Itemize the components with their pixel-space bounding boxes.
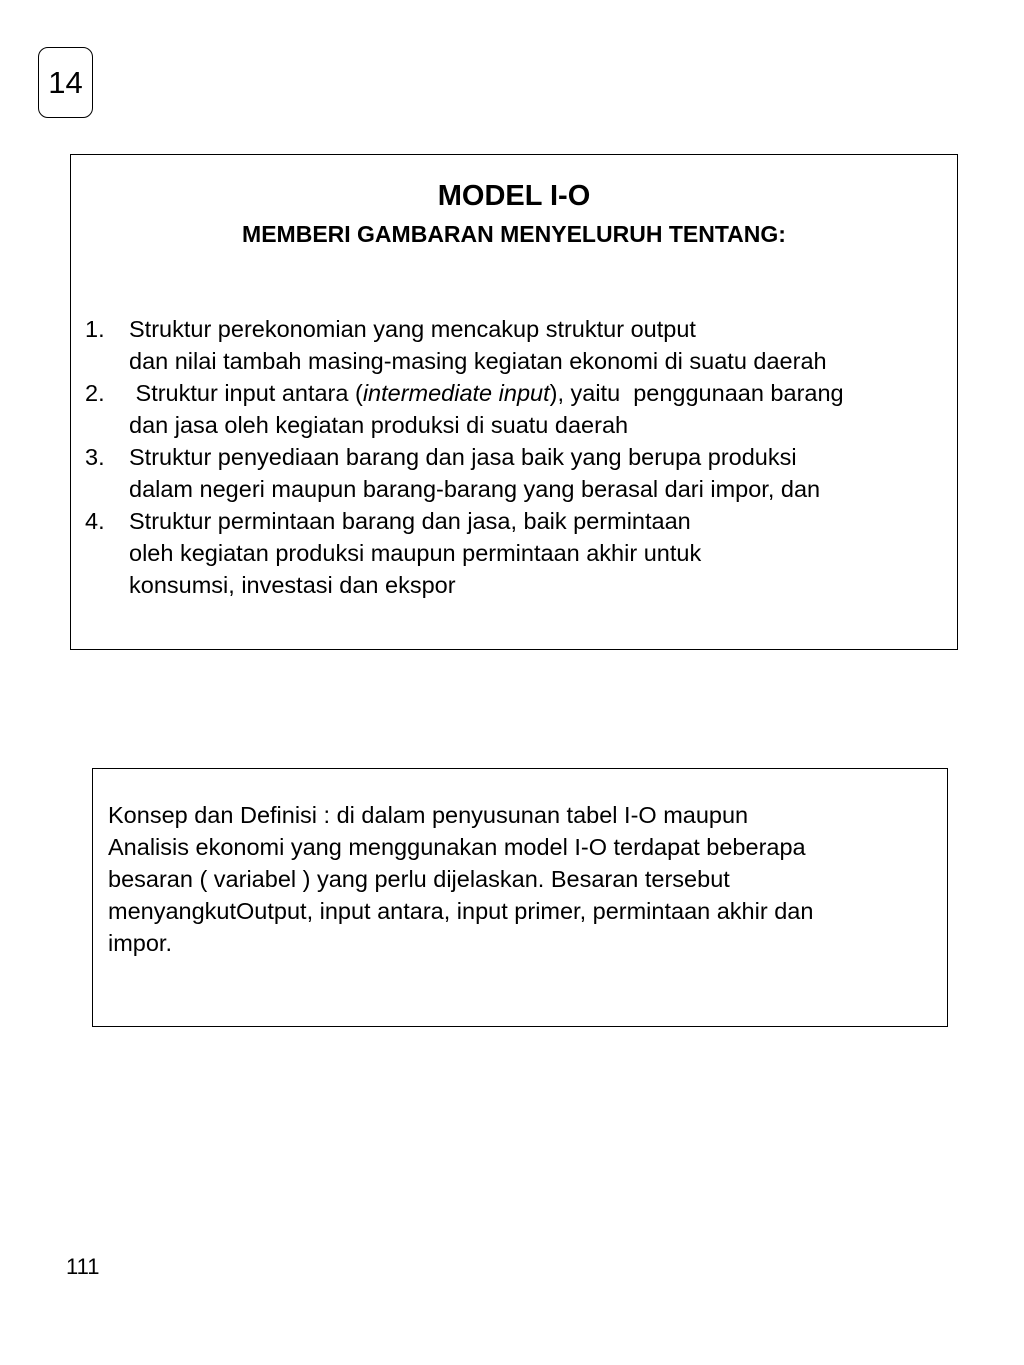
concept-definition-box: [92, 768, 948, 1027]
list-item-line: konsumsi, investasi dan ekspor: [129, 572, 456, 598]
list-item-number: 1.: [85, 316, 105, 342]
list-item-line: dan jasa oleh kegiatan produksi di suatu daerah: [129, 412, 629, 438]
paragraph-line: besaran ( variabel ) yang perlu dijelaskan. Besaran tersebut: [108, 866, 730, 892]
list-item-line: Struktur permintaan barang dan jasa, baik permintaan: [129, 508, 691, 534]
box-subtitle: MEMBERI GAMBARAN MENYELURUH TENTANG:: [242, 221, 786, 247]
list-item: [71, 313, 951, 377]
paragraph-line: menyangkutOutput, input antara, input primer, permintaan akhir dan: [108, 898, 814, 924]
numbered-list: [71, 313, 951, 601]
list-item-number: 4.: [85, 508, 105, 534]
list-item: [71, 377, 951, 441]
paragraph-line: impor.: [108, 930, 172, 956]
slide-number: 14: [48, 64, 83, 100]
list-item-italic-term: intermediate input: [362, 380, 550, 406]
list-item-line: dan nilai tambah masing-masing kegiatan ekonomi di suatu daerah: [129, 348, 827, 374]
paragraph-line: Analisis ekonomi yang menggunakan model I-O terdapat beberapa: [108, 834, 806, 860]
list-item: [71, 441, 951, 505]
list-item-text: Struktur input antara (: [129, 380, 363, 406]
list-item-number: 2.: [85, 380, 105, 406]
list-item: [71, 505, 951, 601]
concept-paragraph: [108, 799, 813, 959]
list-item-line: Struktur penyediaan barang dan jasa baik yang berupa produksi: [129, 444, 797, 470]
model-io-box: [70, 154, 958, 650]
slide-number-badge: [38, 47, 93, 118]
list-item-text: ), yaitu penggunaan barang: [549, 380, 844, 406]
list-item-line: oleh kegiatan produksi maupun permintaan akhir untuk: [129, 540, 702, 566]
list-item-line: [129, 377, 951, 409]
list-item-line: Struktur perekonomian yang mencakup struktur output: [129, 316, 696, 342]
box-title: MODEL I-O: [437, 180, 591, 212]
paragraph-line: Konsep dan Definisi : di dalam penyusunan tabel I-O maupun: [108, 802, 749, 828]
page-number: 111: [66, 1254, 100, 1279]
list-item-number: 3.: [85, 444, 105, 470]
list-item-line: dalam negeri maupun barang-barang yang berasal dari impor, dan: [129, 476, 821, 502]
